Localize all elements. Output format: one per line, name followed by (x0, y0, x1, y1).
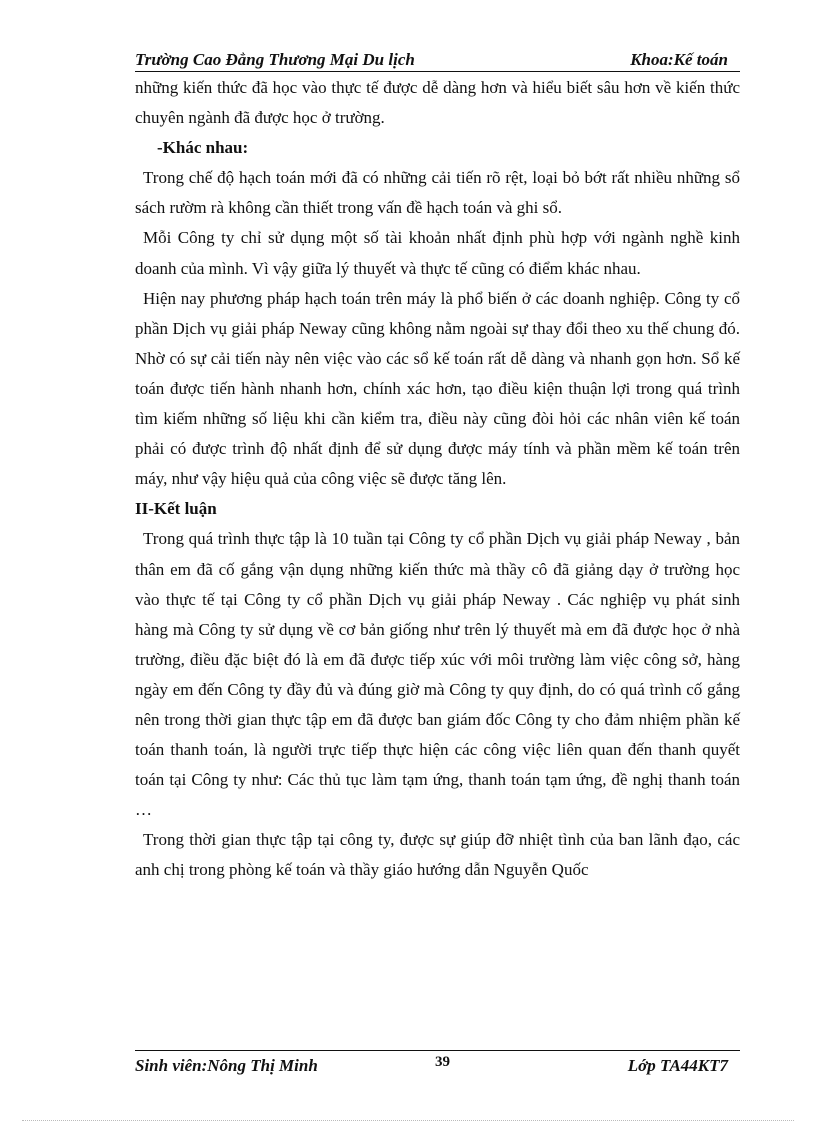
heading-differences: -Khác nhau: (157, 138, 249, 158)
header-school: Trường Cao Đẳng Thương Mại Du lịch (135, 50, 415, 69)
header-department: Khoa:Kế toán (630, 50, 728, 69)
footer-class: Lớp TA44KT7 (627, 1056, 728, 1075)
paragraph-differences-1: Trong chế độ hạch toán mới đã có những cải tiến rõ rệt, loại bỏ bớt rất nhiều những sổ sách rườm rà không cần thiết trong vấn đề hạch toán và ghi sổ. (135, 168, 740, 218)
page-header (135, 50, 740, 72)
footer-divider (135, 1050, 740, 1051)
page-boundary-line (22, 1120, 794, 1121)
paragraph-differences-2: Mỗi Công ty chỉ sử dụng một số tài khoản nhất định phù hợp với ngành nghề kinh doanh của mình. Vì vậy giữa lý thuyết và thực tế cũng có điểm khác nhau. (135, 228, 740, 278)
paragraph-intro: những kiến thức đã học vào thực tế được dễ dàng hơn và hiểu biết sâu hơn về kiến thức chuyên ngành đã được học ở trường. (135, 78, 740, 128)
page-number: 39 (435, 1054, 450, 1070)
paragraph-conclusion-2: Trong thời gian thực tập tại công ty, được sự giúp đỡ nhiệt tình của ban lãnh đạo, các anh chị trong phòng kế toán và thầy giáo hướng dẫn Nguyễn Quốc (135, 830, 740, 880)
paragraph-differences-3: Hiện nay phương pháp hạch toán trên máy là phổ biến ở các doanh nghiệp. Công ty cổ phần Dịch vụ giải pháp Neway cũng không nằm ngoài sự thay đổi theo xu thế chung đó. Nhờ có sự cải tiến này nên việc vào các sổ kế toán rất dễ dàng và nhanh gọn hơn. Sổ kế toán được tiến hành nhanh hơn, chính xác hơn, tạo điều kiện thuận lợi trong quá trình tìm kiếm những số liệu khi cần kiểm tra, điều này cũng đòi hỏi các nhân viên kế toán phải có được trình độ nhất định để sử dụng được máy tính và phần mềm kế toán trên máy, như vậy hiệu quả của công việc sẽ được tăng lên. (135, 288, 740, 489)
header-divider (135, 71, 740, 72)
heading-conclusion: II-Kết luận (135, 499, 217, 519)
footer-student: Sinh viên:Nông Thị Minh (135, 1056, 318, 1075)
page-footer (135, 1054, 740, 1078)
paragraph-conclusion-1: Trong quá trình thực tập là 10 tuần tại Công ty cổ phần Dịch vụ giải pháp Neway , bản thân em đã cố gắng vận dụng những kiến thức mà thầy cô đã giảng dạy ở trường học vào thực tế tại Công ty cổ phần Dịch vụ giải pháp Neway . Các nghiệp vụ phát sinh hàng mà Công ty sử dụng về cơ bản giống như trên lý thuyết mà em đã được học ở nhà trường, điều đặc biệt đó là em đã được tiếp xúc với môi trường làm việc công sở, hàng ngày em đến Công ty đầy đủ và đúng giờ mà Công ty quy định, do có quá trình cố gắng nên trong thời gian thực tập em đã được ban giám đốc Công ty cho đảm nhiệm phần kế toán thanh toán, là người trực tiếp thực hiện các công việc liên quan đến thanh quyết toán tại Công ty như: Các thủ tục làm tạm ứng, thanh toán tạm ứng, đề nghị thanh toán … (135, 529, 740, 820)
document-body (135, 73, 740, 886)
